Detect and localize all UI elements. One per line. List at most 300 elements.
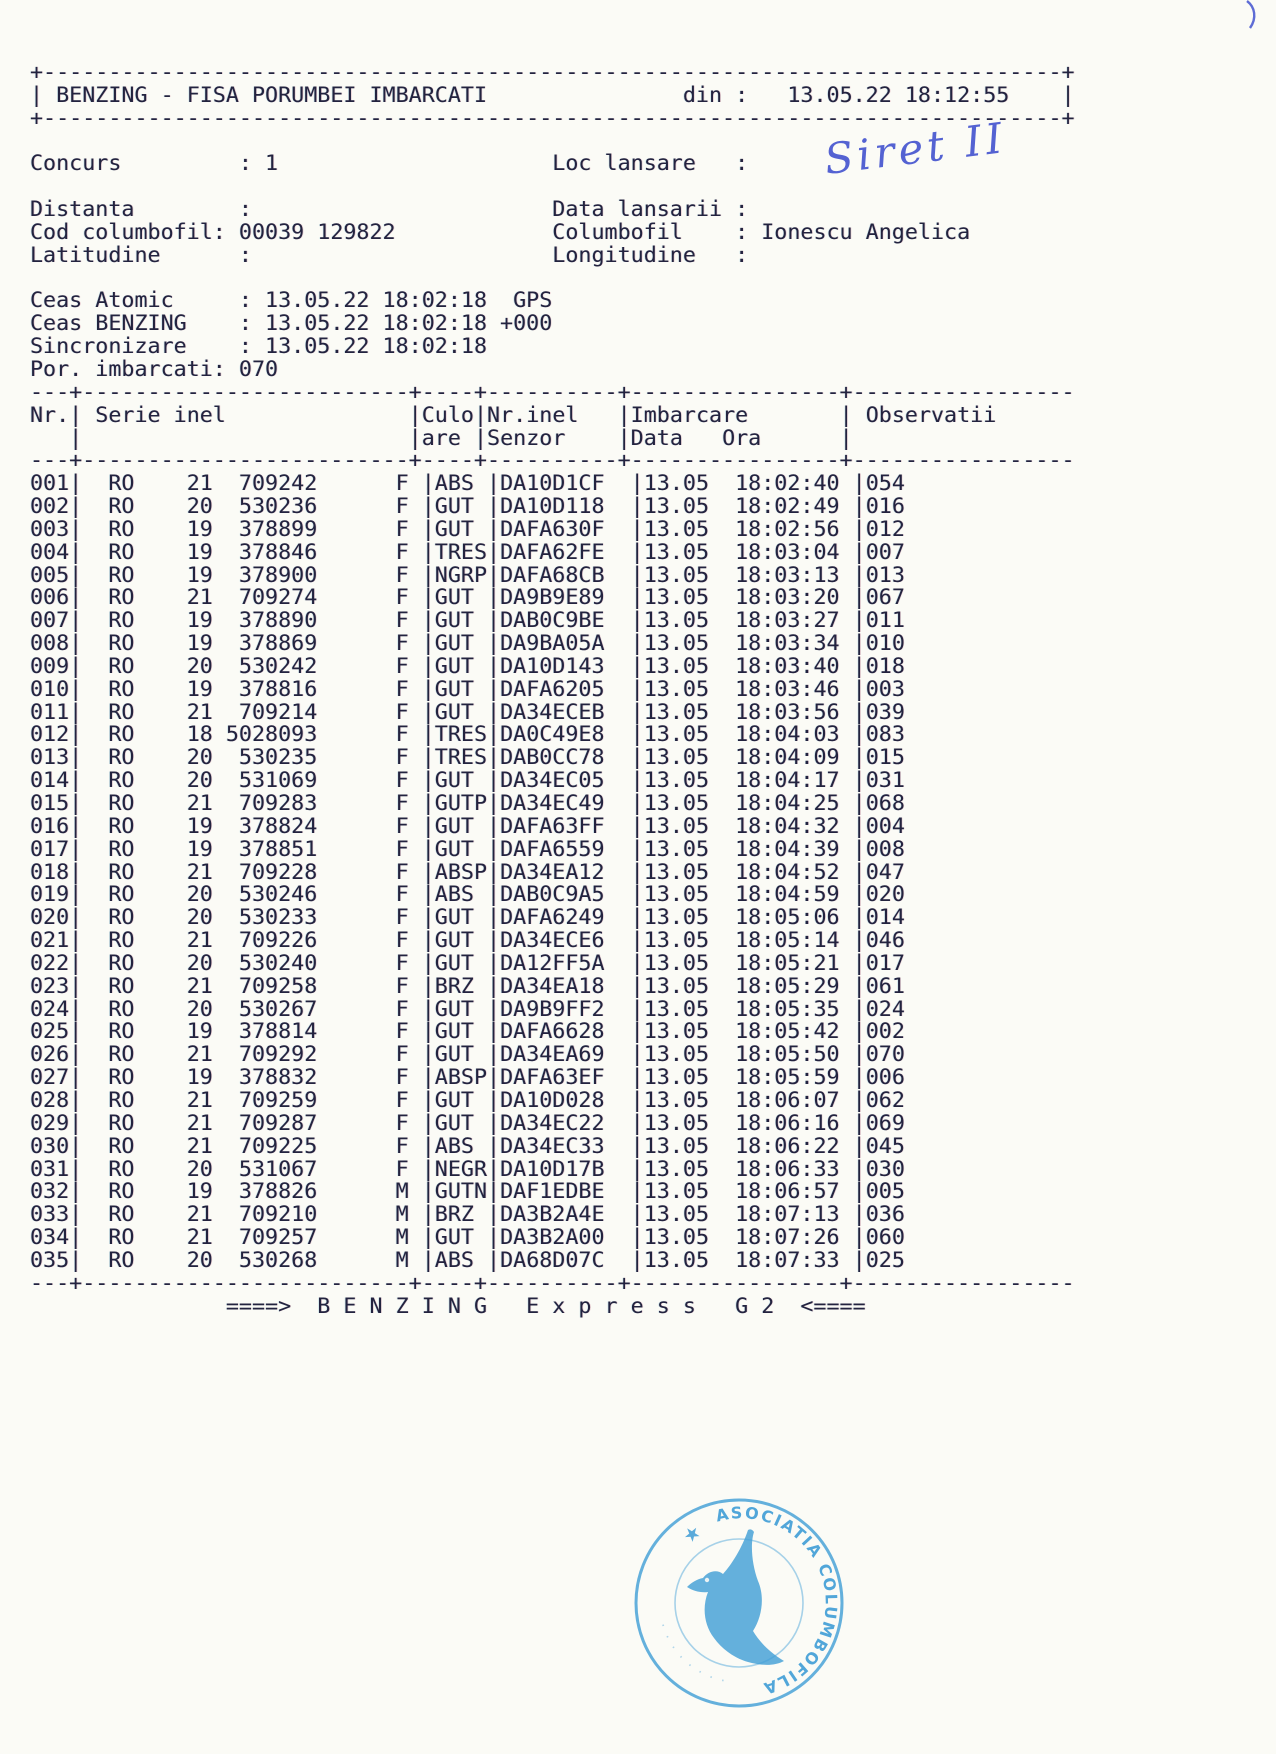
cell-senzor: DA68D07C — [500, 1247, 631, 1273]
cell-senzor: DAFA6628 — [500, 1019, 631, 1045]
cell-culoare: GUT — [434, 676, 488, 702]
cell-senzor: DA10D1CF — [500, 471, 631, 497]
cell-culoare: ABS — [434, 1133, 488, 1159]
cell-culoare: GUT — [434, 1042, 488, 1068]
cell-culoare: GUT — [434, 585, 488, 611]
document-text — [30, 62, 1075, 1318]
cell-observatii: 003 — [865, 676, 905, 702]
cell-senzor: DA10D143 — [500, 653, 631, 679]
blank-line — [30, 176, 1075, 199]
cell-imbarcare: 13.05 18:02:49 — [643, 494, 853, 520]
field-label: Latitudine : — [30, 242, 266, 268]
cell-serie-inel: RO 20 531067 F — [82, 1156, 422, 1182]
cell-serie-inel: RO 20 530268 M — [82, 1247, 422, 1273]
cell-nr: 017 — [30, 836, 70, 862]
table-row: 006| RO 21 709274 F |GUT |DA9B9E89 |13.05 18:03:20 |067 — [30, 585, 905, 611]
table-row: 004| RO 19 378846 F |TRES|DAFA62FE |13.05 18:03:04 |007 — [30, 539, 905, 565]
cell-culoare: GUT — [434, 813, 488, 839]
field-label: Sincronizare : — [30, 334, 266, 360]
field-value: 070 — [238, 356, 279, 382]
cell-nr: 015 — [30, 791, 70, 816]
table-row: 020| RO 20 530233 F |GUT |DAFA6249 |13.05 18:05:06 |014 — [30, 905, 905, 931]
cell-senzor: DAB0C9BE — [500, 608, 631, 634]
cell-culoare: BRZ — [434, 1202, 488, 1228]
cell-observatii: 061 — [865, 973, 905, 999]
cell-serie-inel: RO 19 378900 F — [82, 562, 422, 588]
cell-observatii: 007 — [865, 539, 905, 565]
cell-senzor: DAB0C9A5 — [500, 882, 631, 908]
field-label: Distanta : — [30, 197, 266, 223]
info-line-ceas_benzing — [30, 313, 1075, 336]
cell-culoare: GUT — [434, 494, 488, 520]
field-value: 1 — [265, 151, 279, 177]
cell-observatii: 002 — [865, 1019, 905, 1045]
cell-senzor: DA0C49E8 — [500, 722, 631, 748]
cell-observatii: 039 — [865, 699, 905, 725]
cell-observatii: 005 — [865, 1179, 905, 1205]
cell-imbarcare: 13.05 18:06:07 — [643, 1087, 853, 1113]
table-rule: ---+-------------------------+----+----------+----------------+----------------- — [30, 448, 1075, 474]
cell-imbarcare: 13.05 18:05:42 — [643, 1019, 853, 1045]
cell-observatii: 010 — [865, 631, 905, 657]
cell-serie-inel: RO 19 378826 M — [82, 1179, 422, 1205]
table-row: 024| RO 20 530267 F |GUT |DA9B9FF2 |13.05 18:05:35 |024 — [30, 996, 905, 1022]
table-rule: ---+-------------------------+----+----------+----------------+----------------- — [30, 379, 1075, 405]
cell-nr: 027 — [30, 1065, 70, 1091]
cell-observatii: 069 — [865, 1110, 905, 1136]
cell-observatii: 030 — [865, 1156, 905, 1182]
cell-nr: 003 — [30, 516, 70, 542]
cell-imbarcare: 13.05 18:04:59 — [643, 882, 853, 908]
cell-senzor: DAFA62FE — [500, 539, 631, 565]
cell-serie-inel: RO 18 5028093 F — [82, 722, 422, 748]
cell-senzor: DAF1EDBE — [500, 1179, 631, 1205]
cell-nr: 021 — [30, 928, 70, 954]
cell-serie-inel: RO 21 709283 F — [82, 791, 422, 816]
col-senzor-2: Senzor — [487, 425, 618, 451]
association-stamp — [624, 1490, 854, 1720]
field-label: Ceas Atomic : — [30, 288, 266, 314]
cell-serie-inel: RO 20 530235 F — [82, 745, 422, 771]
cell-serie-inel: RO 21 709225 F — [82, 1133, 422, 1159]
cell-nr: 028 — [30, 1087, 70, 1113]
cell-serie-inel: RO 21 709292 F — [82, 1042, 422, 1068]
cell-imbarcare: 13.05 18:07:13 — [643, 1202, 853, 1228]
table-row: 007| RO 19 378890 F |GUT |DAB0C9BE |13.05 18:03:27 |011 — [30, 608, 905, 634]
col-serie-inel: Serie inel — [82, 402, 409, 428]
cell-imbarcare: 13.05 18:03:56 — [643, 699, 853, 725]
table-row: 010| RO 19 378816 F |GUT |DAFA6205 |13.05 18:03:46 |003 — [30, 676, 905, 702]
blank-line — [30, 268, 1075, 291]
cell-senzor: DA3B2A00 — [500, 1225, 631, 1251]
cell-culoare: GUT — [434, 1087, 488, 1113]
table-row: 032| RO 19 378826 M |GUTN|DAF1EDBE |13.05 18:06:57 |005 — [30, 1179, 905, 1205]
cell-senzor: DAFA630F — [500, 516, 631, 542]
cell-nr: 031 — [30, 1156, 70, 1182]
col-culoare-2: are — [421, 425, 474, 451]
col-nr-inel-senzor: Nr.inel — [487, 402, 618, 428]
cell-serie-inel: RO 21 709257 M — [82, 1225, 422, 1251]
cell-senzor: DA10D028 — [500, 1087, 631, 1113]
cell-serie-inel: RO 19 378846 F — [82, 539, 422, 565]
table-row: 023| RO 21 709258 F |BRZ |DA34EA18 |13.05 18:05:29 |061 — [30, 973, 905, 999]
pigeon-icon — [687, 1529, 784, 1664]
cell-nr: 011 — [30, 699, 70, 725]
cell-serie-inel: RO 20 530242 F — [82, 653, 422, 679]
cell-culoare: ABS — [434, 882, 488, 908]
table-header-line2: | |are |Senzor |Data Ora | — [69, 425, 853, 451]
cell-culoare: GUT — [434, 928, 488, 954]
table-row: 014| RO 20 531069 F |GUT |DA34EC05 |13.05 18:04:17 |031 — [30, 768, 905, 794]
cell-nr: 032 — [30, 1179, 70, 1205]
table-row: 033| RO 21 709210 M |BRZ |DA3B2A4E |13.05 18:07:13 |036 — [30, 1202, 905, 1228]
cell-senzor: DAFA63EF — [500, 1065, 631, 1091]
table-row: 030| RO 21 709225 F |ABS |DA34EC33 |13.05 18:06:22 |045 — [30, 1133, 905, 1159]
cell-culoare: GUT — [434, 1225, 488, 1251]
cell-observatii: 014 — [865, 905, 905, 931]
cell-nr: 012 — [30, 722, 70, 748]
cell-senzor: DA9B9FF2 — [500, 996, 631, 1022]
cell-culoare: TRES — [434, 722, 488, 748]
cell-nr: 034 — [30, 1225, 70, 1251]
cell-culoare: GUT — [434, 653, 488, 679]
cell-culoare: GUT — [434, 950, 488, 976]
cell-serie-inel: RO 21 709258 F — [82, 973, 422, 999]
cell-senzor: DA9BA05A — [500, 631, 631, 657]
cell-observatii: 068 — [865, 791, 905, 816]
cell-senzor: DA34ECE6 — [500, 928, 631, 954]
field-value: 13.05.22 18:02:18 +000 — [265, 311, 553, 337]
cell-nr: 020 — [30, 905, 70, 931]
table-row: 005| RO 19 378900 F |NGRP|DAFA68CB |13.05 18:03:13 |013 — [30, 562, 905, 588]
cell-imbarcare: 13.05 18:05:50 — [643, 1042, 853, 1068]
cell-culoare: TRES — [434, 539, 488, 565]
cell-senzor: DA34EC05 — [500, 768, 631, 794]
cell-culoare: GUT — [434, 631, 488, 657]
cell-senzor: DAFA6205 — [500, 676, 631, 702]
cell-imbarcare: 13.05 18:04:32 — [643, 813, 853, 839]
table-row: 016| RO 19 378824 F |GUT |DAFA63FF |13.05 18:04:32 |004 — [30, 813, 905, 839]
cell-serie-inel: RO 19 378832 F — [82, 1065, 422, 1091]
table-row: 035| RO 20 530268 M |ABS |DA68D07C |13.05 18:07:33 |025 — [30, 1247, 905, 1273]
col-culoare: Culo — [421, 402, 474, 428]
cell-senzor: DA34EC49 — [500, 791, 631, 816]
cell-imbarcare: 13.05 18:06:16 — [643, 1110, 853, 1136]
cell-observatii: 018 — [865, 653, 905, 679]
table-row: 026| RO 21 709292 F |GUT |DA34EA69 |13.05 18:05:50 |070 — [30, 1042, 905, 1068]
report-datetime: 13.05.22 18:12:55 — [787, 82, 1010, 108]
field-label: Longitudine : — [552, 242, 762, 268]
cell-nr: 018 — [30, 859, 70, 885]
pen-mark-icon — [1240, 0, 1270, 32]
cell-imbarcare: 13.05 18:03:20 — [643, 585, 853, 611]
cell-serie-inel: RO 21 709287 F — [82, 1110, 422, 1136]
info-line-sincronizare — [30, 336, 1075, 359]
cell-serie-inel: RO 21 709274 F — [82, 585, 422, 611]
cell-nr: 001 — [30, 471, 70, 497]
cell-culoare: NEGR — [434, 1156, 488, 1182]
footer-text: ====> B E N Z I N G E x p r e s s G 2 <==== — [225, 1293, 866, 1319]
cell-imbarcare: 13.05 18:04:39 — [643, 836, 853, 862]
cell-culoare: ABS — [434, 1247, 488, 1273]
cell-nr: 016 — [30, 813, 70, 839]
cell-observatii: 013 — [865, 562, 905, 588]
table-row: 017| RO 19 378851 F |GUT |DAFA6559 |13.05 18:04:39 |008 — [30, 836, 905, 862]
field-label: Cod columbofil: — [30, 219, 239, 245]
field-label: Columbofil : — [552, 219, 762, 245]
cell-serie-inel: RO 20 530236 F — [82, 494, 422, 520]
cell-culoare: ABSP — [434, 1065, 488, 1091]
cell-nr: 004 — [30, 539, 70, 565]
cell-culoare: GUT — [434, 608, 488, 634]
cell-culoare: GUTP — [434, 791, 488, 816]
cell-imbarcare: 13.05 18:06:57 — [643, 1179, 853, 1205]
cell-nr: 035 — [30, 1247, 70, 1273]
cell-imbarcare: 13.05 18:03:27 — [643, 608, 853, 634]
cell-senzor: DA34EA12 — [500, 859, 631, 885]
table-row: 003| RO 19 378899 F |GUT |DAFA630F |13.05 18:02:56 |012 — [30, 516, 905, 542]
cell-nr: 006 — [30, 585, 70, 611]
box-border-bottom: +------------------------------------------------------------------------------+ — [30, 105, 1075, 131]
table-row: 022| RO 20 530240 F |GUT |DA12FF5A |13.05 18:05:21 |017 — [30, 950, 905, 976]
cell-observatii: 016 — [865, 494, 905, 520]
cell-nr: 019 — [30, 882, 70, 908]
cell-serie-inel: RO 20 531069 F — [82, 768, 422, 794]
cell-observatii: 060 — [865, 1225, 905, 1251]
cell-imbarcare: 13.05 18:05:06 — [643, 905, 853, 931]
stamp-arc-text: ASOCIATIA COLUMBOFILA — [713, 1503, 841, 1699]
cell-senzor: DA12FF5A — [500, 950, 631, 976]
cell-observatii: 062 — [865, 1087, 905, 1113]
info-line-cod_columbofil — [30, 219, 1075, 245]
cell-observatii: 006 — [865, 1065, 905, 1091]
col-data-ora-2: Data Ora — [630, 425, 840, 451]
cell-imbarcare: 13.05 18:05:14 — [643, 928, 853, 954]
cell-imbarcare: 13.05 18:04:25 — [643, 791, 853, 816]
cell-nr: 030 — [30, 1133, 70, 1159]
cell-culoare: GUT — [434, 699, 488, 725]
field-value: 00039 129822 — [238, 219, 396, 245]
table-row: 025| RO 19 378814 F |GUT |DAFA6628 |13.05 18:05:42 |002 — [30, 1019, 905, 1045]
cell-culoare: GUT — [434, 905, 488, 931]
cell-senzor: DAFA63FF — [500, 813, 631, 839]
cell-serie-inel: RO 19 378899 F — [82, 516, 422, 542]
cell-culoare: GUT — [434, 768, 488, 794]
cell-nr: 026 — [30, 1042, 70, 1068]
cell-senzor: DA3B2A4E — [500, 1202, 631, 1228]
cell-senzor: DAFA68CB — [500, 562, 631, 588]
cell-nr: 005 — [30, 562, 70, 588]
field-label: Por. imbarcati: — [30, 356, 239, 382]
cell-observatii: 036 — [865, 1202, 905, 1228]
cell-culoare: TRES — [434, 745, 488, 771]
col-imbarcare: Imbarcare — [630, 402, 840, 428]
cell-observatii: 004 — [865, 813, 905, 839]
cell-imbarcare: 13.05 18:05:59 — [643, 1065, 853, 1091]
cell-observatii: 083 — [865, 722, 905, 748]
cell-observatii: 054 — [865, 471, 905, 497]
cell-imbarcare: 13.05 18:04:17 — [643, 768, 853, 794]
table-row: 027| RO 19 378832 F |ABSP|DAFA63EF |13.05 18:05:59 |006 — [30, 1065, 905, 1091]
cell-senzor: DAFA6249 — [500, 905, 631, 931]
cell-nr: 013 — [30, 745, 70, 771]
table-row: 011| RO 21 709214 F |GUT |DA34ECEB |13.05 18:03:56 |039 — [30, 699, 905, 725]
cell-culoare: GUT — [434, 516, 488, 542]
cell-nr: 023 — [30, 973, 70, 999]
table-row: 008| RO 19 378869 F |GUT |DA9BA05A |13.05 18:03:34 |010 — [30, 631, 905, 657]
table-row: 018| RO 21 709228 F |ABSP|DA34EA12 |13.05 18:04:52 |047 — [30, 859, 905, 885]
cell-culoare: GUTN — [434, 1179, 488, 1205]
cell-serie-inel: RO 20 530267 F — [82, 996, 422, 1022]
cell-imbarcare: 13.05 18:05:35 — [643, 996, 853, 1022]
cell-culoare: BRZ — [434, 973, 488, 999]
cell-serie-inel: RO 20 530246 F — [82, 882, 422, 908]
cell-observatii: 020 — [865, 882, 905, 908]
cell-serie-inel: RO 20 530240 F — [82, 950, 422, 976]
cell-serie-inel: RO 19 378816 F — [82, 676, 422, 702]
cell-imbarcare: 13.05 18:03:13 — [643, 562, 853, 588]
box-border-top: +------------------------------------------------------------------------------+ — [30, 60, 1075, 85]
cell-culoare: GUT — [434, 996, 488, 1022]
table-rule: ---+-------------------------+----+----------+----------------+----------------- — [30, 1270, 1075, 1296]
cell-observatii: 047 — [865, 859, 905, 885]
table-row: 019| RO 20 530246 F |ABS |DAB0C9A5 |13.05 18:04:59 |020 — [30, 882, 905, 908]
table-header-line1: Nr.| Serie inel |Culo|Nr.inel |Imbarcare | Observatii — [30, 402, 997, 428]
table-row: 001| RO 21 709242 F |ABS |DA10D1CF |13.05 18:02:40 |054 — [30, 471, 905, 497]
field-label: Data lansarii : — [552, 197, 762, 223]
field-value: 13.05.22 18:02:18 — [265, 334, 487, 360]
table-row: 002| RO 20 530236 F |GUT |DA10D118 |13.05 18:02:49 |016 — [30, 494, 905, 520]
table-row: 021| RO 21 709226 F |GUT |DA34ECE6 |13.05 18:05:14 |046 — [30, 928, 905, 954]
din-label: din : — [682, 82, 749, 108]
cell-serie-inel: RO 19 378851 F — [82, 836, 422, 862]
cell-senzor: DA34EA69 — [500, 1042, 631, 1068]
cell-imbarcare: 13.05 18:05:21 — [643, 950, 853, 976]
pigeon-eye — [705, 1578, 709, 1582]
cell-observatii: 015 — [865, 745, 905, 771]
cell-nr: 008 — [30, 631, 70, 657]
cell-observatii: 024 — [865, 996, 905, 1022]
cell-observatii: 070 — [865, 1042, 905, 1068]
cell-imbarcare: 13.05 18:02:56 — [643, 516, 853, 542]
cell-nr: 002 — [30, 494, 70, 520]
page-title: BENZING - FISA PORUMBEI IMBARCATI — [56, 82, 488, 108]
cell-serie-inel: RO 19 378890 F — [82, 608, 422, 634]
cell-culoare: GUT — [434, 1019, 488, 1045]
cell-senzor: DA34EC22 — [500, 1110, 631, 1136]
cell-serie-inel: RO 21 709214 F — [82, 699, 422, 725]
cell-imbarcare: 13.05 18:03:04 — [643, 539, 853, 565]
cell-observatii: 017 — [865, 950, 905, 976]
field-label: Ceas BENZING : — [30, 311, 266, 337]
cell-nr: 033 — [30, 1202, 70, 1228]
report-title-line: | BENZING - FISA PORUMBEI IMBARCATI din : 13.05.22 18:12:55 | — [30, 82, 1075, 108]
cell-culoare: NGRP — [434, 562, 488, 588]
cell-senzor: DAFA6559 — [500, 836, 631, 862]
cell-imbarcare: 13.05 18:03:46 — [643, 676, 853, 702]
cell-nr: 014 — [30, 768, 70, 794]
cell-nr: 009 — [30, 653, 70, 679]
cell-imbarcare: 13.05 18:07:26 — [643, 1225, 853, 1251]
cell-observatii: 012 — [865, 516, 905, 542]
col-observatii: Observatii — [852, 402, 997, 428]
cell-culoare: GUT — [434, 1110, 488, 1136]
table-row: 028| RO 21 709259 F |GUT |DA10D028 |13.05 18:06:07 |062 — [30, 1087, 905, 1113]
table-row: 013| RO 20 530235 F |TRES|DAB0CC78 |13.05 18:04:09 |015 — [30, 745, 905, 771]
handwritten-loc-lansare: Siret II — [821, 113, 1009, 184]
field-label: Loc lansare : — [552, 151, 762, 177]
cell-observatii: 025 — [865, 1247, 905, 1273]
cell-senzor: DA10D118 — [500, 494, 631, 520]
table-row: 015| RO 21 709283 F |GUTP|DA34EC49 |13.05 18:04:25 |068 — [30, 791, 905, 816]
cell-nr: 022 — [30, 950, 70, 976]
cell-imbarcare: 13.05 18:06:22 — [643, 1133, 853, 1159]
cell-senzor: DA34ECEB — [500, 699, 631, 725]
cell-serie-inel: RO 21 709242 F — [82, 471, 422, 497]
table-row: 012| RO 18 5028093 F |TRES|DA0C49E8 |13.05 18:04:03 |083 — [30, 722, 905, 748]
cell-serie-inel: RO 19 378869 F — [82, 631, 422, 657]
cell-imbarcare: 13.05 18:03:40 — [643, 653, 853, 679]
cell-serie-inel: RO 20 530233 F — [82, 905, 422, 931]
table-row: 034| RO 21 709257 M |GUT |DA3B2A00 |13.05 18:07:26 |060 — [30, 1225, 905, 1251]
cell-imbarcare: 13.05 18:02:40 — [643, 471, 853, 497]
cell-observatii: 067 — [865, 585, 905, 611]
cell-serie-inel: RO 19 378814 F — [82, 1019, 422, 1045]
cell-senzor: DAB0CC78 — [500, 745, 631, 771]
info-line-por_imbarcati — [30, 356, 1075, 382]
cell-imbarcare: 13.05 18:06:33 — [643, 1156, 853, 1182]
cell-senzor: DA34EA18 — [500, 973, 631, 999]
info-line-ceas_atomic — [30, 290, 1075, 313]
field-value: 13.05.22 18:02:18 GPS — [265, 288, 553, 314]
cell-senzor: DA34EC33 — [500, 1133, 631, 1159]
cell-observatii: 008 — [865, 836, 905, 862]
cell-imbarcare: 13.05 18:04:52 — [643, 859, 853, 885]
cell-imbarcare: 13.05 18:07:33 — [643, 1247, 853, 1273]
col-nr: Nr. — [30, 402, 70, 428]
field-value: Ionescu Angelica — [761, 219, 971, 245]
cell-imbarcare: 13.05 18:04:09 — [643, 745, 853, 771]
cell-culoare: ABSP — [434, 859, 488, 885]
cell-observatii: 011 — [865, 608, 905, 634]
cell-culoare: GUT — [434, 836, 488, 862]
cell-nr: 029 — [30, 1110, 70, 1136]
cell-nr: 010 — [30, 676, 70, 702]
info-line-latitudine — [30, 242, 1075, 268]
cell-imbarcare: 13.05 18:05:29 — [643, 973, 853, 999]
cell-serie-inel: RO 21 709259 F — [82, 1087, 422, 1113]
cell-observatii: 046 — [865, 928, 905, 954]
info-line-distanta — [30, 199, 1075, 222]
table-row: 029| RO 21 709287 F |GUT |DA34EC22 |13.05 18:06:16 |069 — [30, 1110, 905, 1136]
cell-culoare: ABS — [434, 471, 488, 497]
cell-serie-inel: RO 21 709226 F — [82, 928, 422, 954]
cell-senzor: DA9B9E89 — [500, 585, 631, 611]
cell-serie-inel: RO 21 709210 M — [82, 1202, 422, 1228]
cell-serie-inel: RO 21 709228 F — [82, 859, 422, 885]
cell-nr: 025 — [30, 1019, 70, 1045]
footer-line — [30, 1293, 1075, 1319]
stamp-illegible-text: · · · · · · · · — [654, 1621, 729, 1690]
cell-nr: 024 — [30, 996, 70, 1022]
cell-senzor: DA10D17B — [500, 1156, 631, 1182]
table-row: 031| RO 20 531067 F |NEGR|DA10D17B |13.05 18:06:33 |030 — [30, 1156, 905, 1182]
cell-imbarcare: 13.05 18:03:34 — [643, 631, 853, 657]
cell-observatii: 045 — [865, 1133, 905, 1159]
cell-observatii: 031 — [865, 768, 905, 794]
cell-nr: 007 — [30, 608, 70, 634]
star-icon: ★ — [678, 1520, 706, 1549]
